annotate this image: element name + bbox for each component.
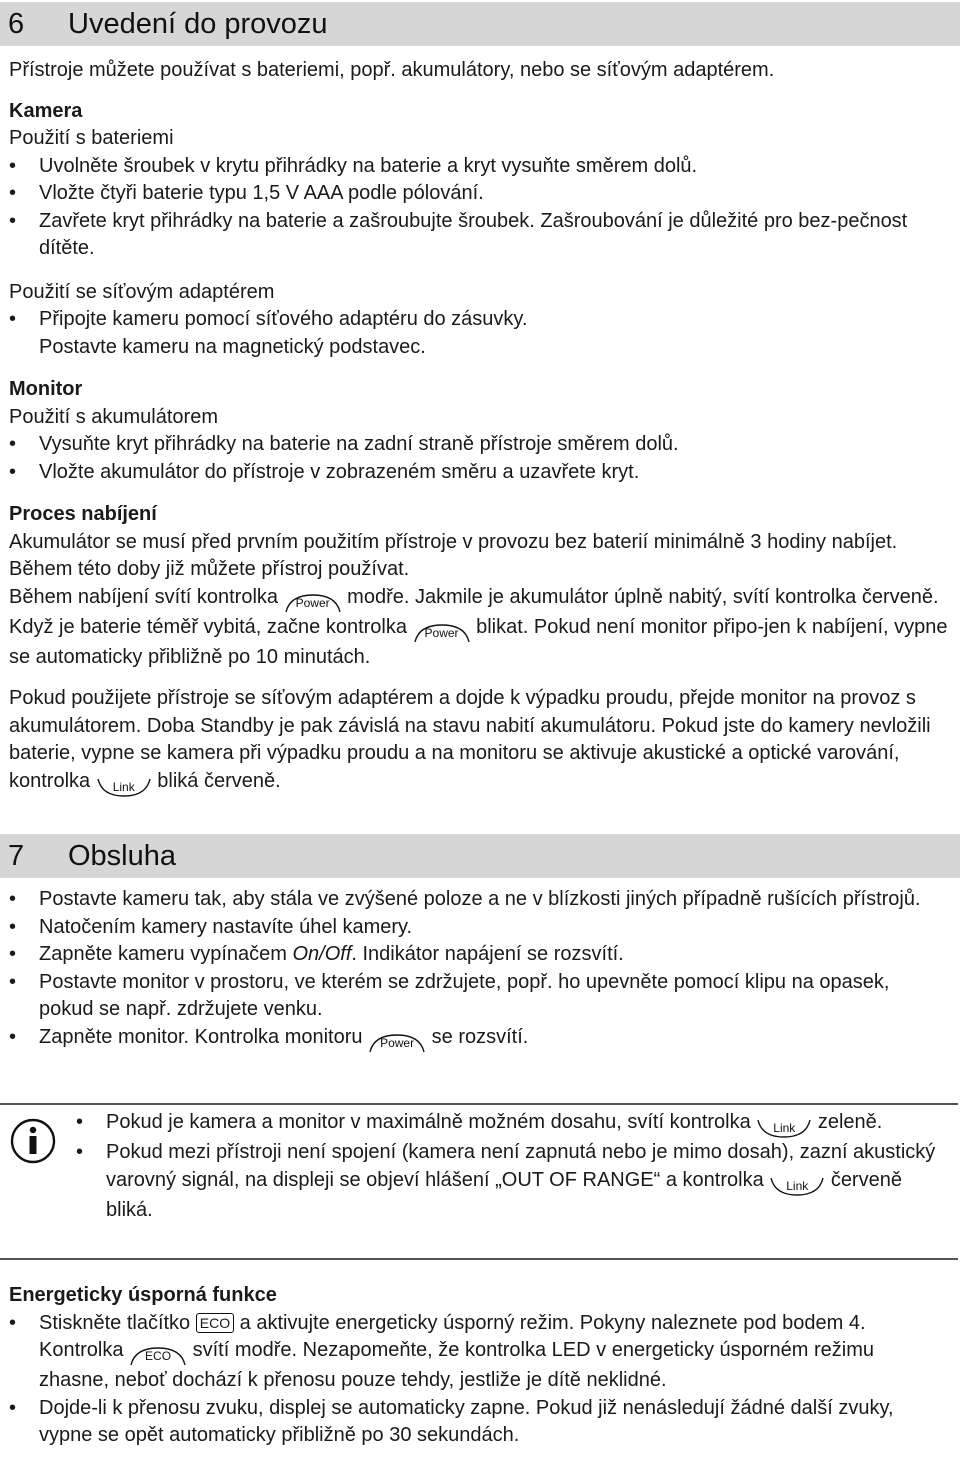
intro-paragraph: Přístroje můžete používat s bateriemi, popř. akumulátory, nebo se síťovým adaptérem. <box>9 59 775 81</box>
accu-subheading: Použití s akumulátorem <box>9 405 218 428</box>
list-item: • Stiskněte tlačítko ECO a aktivujte energeticky úsporný režim. Pokyny naleznete pod bodem 4. Kontrolka ECO svítí modře. Nezapomeňte, že kontrolka LED v energeticky úsporném režimu zhasne, neboť dochází k přenosu pouze tehdy, jestliže je dítě neklidné. <box>9 1310 949 1395</box>
monitor-heading: Monitor <box>9 378 83 400</box>
list-item: • Zapněte monitor. Kontrolka monitoru Power se rozsvítí. <box>9 1024 949 1054</box>
link-indicator-icon: Link <box>96 776 152 798</box>
info-list <box>76 1109 936 1224</box>
list-item: • Pokud je kamera a monitor v maximálně možném dosahu, svítí kontrolka Link zeleně. <box>76 1109 936 1139</box>
list-item: • Vložte čtyři baterie typu 1,5 V AAA podle pólování. <box>9 180 949 208</box>
list-item: • Vložte akumulátor do přístroje v zobrazeném směru a uzavřete kryt. <box>9 459 949 487</box>
adapter-subheading: Použití se síťovým adaptérem <box>9 280 275 303</box>
power-indicator-icon: Power <box>413 622 471 644</box>
list-item: • Vysuňte kryt přihrádky na baterie na zadní straně přístroje směrem dolů. <box>9 431 949 459</box>
text-run: blikat. Pokud není monitor připo-jen k nabíjení, vypne se automaticky přibližně po 10 minutách. <box>9 615 948 668</box>
text-run: Pokud použijete přístroje se síťovým adaptérem a dojde k výpadku proudu, přejde monitor na provoz s akumulátorem. Doba Standby je pak závislá na stavu nabití akumulátoru. Pokud jste do kamery nevložili baterie, vypne se kamera při výpadku proudu a na monitoru se aktivuje akustické a optické varování, kontrolka <box>9 687 931 792</box>
adapter-list <box>9 306 949 334</box>
camera-heading: Kamera <box>9 99 83 122</box>
section-number: 7 <box>8 840 25 872</box>
section-number: 6 <box>8 8 25 40</box>
list-item: • Postavte kameru tak, aby stála ve zvýšené poloze a ne v blízkosti jiných případně rušících přístrojů. <box>9 886 949 914</box>
section-title: Obsluha <box>68 840 177 872</box>
text-run: bliká červeně. <box>157 769 281 792</box>
eco-section <box>9 1282 949 1450</box>
list-item: • Zapněte kameru vypínačem On/Off. Indikátor napájení se rozsvítí. <box>9 941 949 969</box>
list-item: • Postavte monitor v prostoru, ve kterém se zdržujete, popř. ho upevněte pomocí klipu na opasek, pokud se např. zdržujete venku. <box>9 969 949 1024</box>
list-item: • Natočením kamery nastavíte úhel kamery. <box>9 914 949 942</box>
eco-heading: Energeticky úsporná funkce <box>9 1284 277 1306</box>
adapter-line: Postavte kameru na magnetický podstavec. <box>39 335 426 358</box>
list-item: • Dojde-li k přenosu zvuku, displej se automaticky zapne. Pokud již nenásledují žádné další zvuky, vypne se opět automaticky přibližně po 30 sekundách. <box>9 1395 949 1450</box>
power-indicator-icon: Power <box>284 592 342 614</box>
eco-button-icon: ECO <box>196 1313 234 1333</box>
accu-list <box>9 431 949 486</box>
list-item: • Uvolněte šroubek v krytu přihrádky na baterie a kryt vysuňte směrem dolů. <box>9 153 949 181</box>
section-6-body <box>9 57 949 798</box>
info-box <box>76 1109 936 1224</box>
text-run: Během nabíjení svítí kontrolka <box>9 585 279 608</box>
section-title: Uvedení do provozu <box>68 8 328 40</box>
list-item: • Pokud mezi přístroji není spojení (kamera není zapnutá nebo je mimo dosah), zazní akustický varovný signál, na displeji se objeví hlášení „OUT OF RANGE“ a kontrolka Link červeně bliká. <box>76 1139 936 1224</box>
link-indicator-icon: Link <box>769 1175 825 1197</box>
eco-indicator-icon: ECO <box>129 1345 187 1367</box>
info-icon <box>10 1118 56 1173</box>
adapter-failure-paragraph <box>9 685 949 798</box>
info-top-rule <box>0 1103 958 1105</box>
list-item: • Připojte kameru pomocí síťového adaptéru do zásuvky. <box>9 306 949 334</box>
charging-heading: Proces nabíjení <box>9 503 157 525</box>
power-indicator-icon: Power <box>368 1032 426 1054</box>
text-run: modře. Jakmile je akumulátor úplně nabitý, svítí kontrolka červeně. Když je baterie téměř vybitá, začne kontrolka <box>9 585 939 638</box>
section-6-header <box>0 2 960 46</box>
section-7-header <box>0 834 960 878</box>
battery-list <box>9 153 949 263</box>
link-indicator-icon: Link <box>756 1117 812 1139</box>
info-bottom-rule <box>0 1258 958 1260</box>
section-7-body <box>9 886 949 1054</box>
battery-subheading: Použití s bateriemi <box>9 127 174 149</box>
list-item: • Zavřete kryt přihrádky na baterie a zašroubujte šroubek. Zašroubování je důležité pro bez-pečnost dítěte. <box>9 208 949 263</box>
operation-list <box>9 886 949 1054</box>
charging-paragraph-1: Akumulátor se musí před prvním použitím přístroje v provozu bez baterií minimálně 3 hodiny nabíjet. Během této doby již můžete přístroj používat. <box>9 530 898 580</box>
charging-paragraph-2 <box>9 584 949 672</box>
eco-list <box>9 1310 949 1450</box>
